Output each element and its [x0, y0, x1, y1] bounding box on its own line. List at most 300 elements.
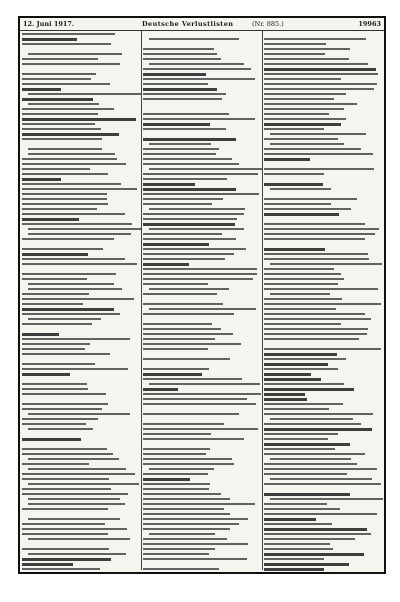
illegible-text-line	[264, 123, 341, 126]
illegible-text-line	[28, 518, 120, 520]
illegible-text-line	[264, 338, 359, 340]
illegible-text-line	[143, 418, 153, 420]
illegible-text-line	[264, 268, 334, 270]
illegible-text-line	[22, 348, 85, 350]
illegible-text-line	[264, 413, 373, 415]
illegible-text-line	[264, 78, 341, 80]
illegible-text-line	[264, 253, 368, 255]
illegible-text-line	[143, 263, 189, 266]
illegible-text-line	[22, 478, 109, 480]
illegible-text-line	[22, 43, 111, 45]
illegible-text-line	[22, 448, 107, 450]
illegible-text-line	[264, 528, 367, 531]
illegible-text-line	[264, 513, 377, 515]
illegible-text-line	[22, 113, 98, 115]
column-divider	[141, 31, 142, 570]
illegible-text-line	[149, 63, 244, 65]
illegible-text-line	[28, 503, 125, 505]
illegible-text-line	[264, 173, 324, 175]
illegible-text-line	[264, 383, 344, 385]
illegible-text-line	[143, 108, 153, 110]
illegible-text-line	[143, 93, 226, 95]
illegible-text-line	[264, 98, 334, 100]
illegible-text-line	[264, 548, 333, 550]
illegible-text-line	[264, 43, 326, 45]
illegible-text-line	[28, 153, 115, 155]
illegible-text-line	[28, 53, 122, 55]
illegible-text-line	[143, 153, 216, 155]
illegible-text-line	[270, 133, 366, 135]
illegible-text-line	[22, 488, 111, 490]
illegible-text-line	[264, 238, 365, 240]
illegible-text-line	[22, 183, 121, 185]
illegible-text-line	[22, 303, 83, 305]
illegible-text-line	[143, 453, 206, 455]
illegible-text-line	[143, 238, 236, 240]
illegible-text-line	[264, 433, 338, 435]
illegible-text-line	[264, 553, 364, 556]
illegible-text-line	[264, 503, 327, 505]
illegible-text-line	[143, 73, 206, 76]
illegible-text-line	[22, 333, 59, 336]
illegible-text-line	[143, 388, 178, 391]
illegible-text-line	[22, 438, 81, 441]
illegible-text-line	[264, 103, 357, 105]
illegible-text-line	[28, 283, 114, 285]
illegible-text-line	[22, 323, 92, 325]
illegible-text-line	[143, 133, 153, 135]
illegible-text-line	[264, 73, 378, 75]
header-title: Deutsche Verlustlisten	[142, 20, 234, 28]
illegible-text-line	[264, 138, 338, 140]
illegible-text-line	[143, 278, 253, 280]
illegible-text-line	[143, 188, 236, 191]
illegible-text-line	[143, 298, 153, 300]
illegible-text-line	[264, 358, 346, 360]
illegible-text-line	[264, 443, 350, 446]
header-date: 12. Juni 1917.	[23, 20, 75, 28]
text-column-2	[143, 31, 262, 572]
illegible-text-line	[143, 548, 215, 550]
illegible-text-line	[143, 118, 255, 120]
illegible-text-line	[264, 438, 328, 440]
illegible-text-line	[264, 323, 341, 325]
illegible-text-line	[22, 343, 90, 345]
illegible-text-line	[264, 448, 335, 450]
illegible-text-line	[28, 318, 101, 320]
illegible-text-line	[22, 68, 32, 70]
illegible-text-line	[264, 208, 351, 210]
illegible-text-line	[143, 353, 153, 355]
illegible-text-line	[28, 553, 126, 555]
illegible-text-line	[22, 393, 106, 395]
illegible-text-line	[22, 353, 110, 355]
illegible-text-line	[264, 393, 305, 396]
illegible-text-line	[143, 373, 202, 376]
illegible-text-line	[149, 288, 229, 290]
illegible-text-line	[22, 33, 115, 35]
illegible-text-line	[22, 383, 87, 385]
illegible-text-line	[143, 198, 223, 200]
illegible-text-line	[149, 383, 260, 385]
illegible-text-line	[143, 503, 255, 505]
illegible-text-line	[28, 93, 141, 95]
illegible-text-line	[22, 378, 32, 380]
illegible-text-line	[264, 153, 373, 155]
illegible-text-line	[22, 493, 128, 495]
illegible-text-line	[149, 143, 211, 145]
illegible-text-line	[264, 198, 357, 200]
illegible-text-line	[264, 83, 377, 85]
illegible-text-line	[264, 488, 274, 490]
illegible-text-line	[28, 498, 120, 500]
illegible-text-line	[143, 113, 229, 115]
illegible-text-line	[143, 543, 248, 545]
illegible-text-line	[264, 298, 342, 300]
illegible-text-line	[264, 258, 369, 260]
illegible-text-line	[264, 48, 350, 50]
illegible-text-line	[264, 493, 350, 496]
illegible-text-line	[149, 228, 244, 230]
illegible-text-line	[143, 58, 221, 60]
illegible-text-line	[264, 303, 381, 305]
illegible-text-line	[264, 168, 374, 170]
illegible-text-line	[143, 218, 237, 220]
illegible-text-line	[22, 433, 32, 435]
illegible-text-line	[143, 48, 214, 50]
text-columns	[20, 31, 384, 572]
illegible-text-line	[22, 328, 32, 330]
illegible-text-line	[264, 228, 379, 230]
illegible-text-line	[22, 223, 132, 225]
illegible-text-line	[264, 148, 361, 150]
illegible-text-line	[143, 508, 224, 510]
illegible-text-line	[143, 433, 211, 435]
illegible-text-line	[143, 478, 190, 481]
illegible-text-line	[143, 163, 239, 165]
illegible-text-line	[264, 223, 365, 225]
illegible-text-line	[143, 253, 234, 255]
illegible-text-line	[22, 373, 70, 376]
illegible-text-line	[143, 563, 153, 565]
illegible-text-line	[143, 273, 257, 275]
illegible-text-line	[143, 213, 244, 215]
illegible-text-line	[149, 533, 215, 535]
illegible-text-line	[22, 453, 113, 455]
illegible-text-line	[143, 283, 208, 285]
illegible-text-line	[143, 448, 210, 450]
illegible-text-line	[149, 308, 256, 310]
illegible-text-line	[22, 88, 61, 91]
column-divider	[262, 31, 263, 570]
illegible-text-line	[22, 63, 120, 65]
illegible-text-line	[143, 258, 225, 260]
illegible-text-line	[22, 158, 117, 160]
illegible-text-line	[143, 528, 230, 530]
illegible-text-line	[264, 118, 346, 120]
illegible-text-line	[143, 343, 241, 345]
illegible-text-line	[270, 418, 353, 420]
illegible-text-line	[264, 93, 346, 95]
illegible-text-line	[22, 568, 100, 570]
illegible-text-line	[264, 128, 324, 130]
illegible-text-line	[22, 238, 114, 240]
illegible-text-line	[143, 523, 239, 525]
illegible-text-line	[22, 208, 97, 210]
illegible-text-line	[143, 493, 221, 495]
illegible-text-line	[143, 303, 223, 305]
illegible-text-line	[22, 48, 32, 50]
illegible-text-line	[22, 268, 32, 270]
illegible-text-line	[22, 298, 134, 300]
illegible-text-line	[264, 68, 376, 71]
illegible-text-line	[264, 333, 367, 335]
illegible-text-line	[143, 498, 230, 500]
illegible-text-line	[264, 428, 372, 431]
illegible-text-line	[22, 58, 98, 60]
illegible-text-line	[28, 288, 122, 290]
illegible-text-line	[264, 353, 337, 356]
illegible-text-line	[143, 103, 153, 105]
illegible-text-line	[22, 73, 96, 75]
illegible-text-line	[264, 328, 368, 330]
illegible-text-line	[264, 403, 343, 405]
illegible-text-line	[22, 338, 130, 340]
illegible-text-line	[143, 43, 153, 45]
illegible-text-line	[22, 193, 107, 195]
illegible-text-line	[22, 163, 126, 165]
illegible-text-line	[28, 413, 130, 415]
illegible-text-line	[143, 413, 239, 415]
illegible-text-line	[143, 138, 236, 141]
illegible-text-line	[264, 193, 274, 195]
illegible-text-line	[264, 243, 274, 245]
illegible-text-line	[264, 483, 381, 485]
illegible-text-line	[264, 283, 338, 285]
illegible-text-line	[22, 368, 128, 370]
illegible-text-line	[143, 268, 257, 270]
illegible-text-line	[22, 188, 137, 190]
illegible-text-line	[22, 213, 125, 215]
illegible-text-line	[264, 363, 328, 366]
illegible-text-line	[22, 388, 88, 390]
illegible-text-line	[264, 408, 329, 410]
illegible-text-line	[22, 418, 98, 420]
illegible-text-line	[143, 488, 209, 490]
illegible-text-line	[270, 143, 344, 145]
illegible-text-line	[143, 88, 217, 91]
illegible-text-line	[264, 373, 311, 376]
illegible-text-line	[143, 123, 210, 126]
illegible-text-line	[143, 128, 226, 130]
illegible-text-line	[143, 348, 208, 350]
illegible-text-line	[22, 138, 102, 140]
illegible-text-line	[264, 213, 339, 216]
illegible-text-line	[143, 568, 219, 570]
illegible-text-line	[22, 423, 86, 425]
illegible-text-line	[143, 323, 212, 325]
illegible-text-line	[264, 273, 341, 275]
illegible-text-line	[22, 293, 89, 295]
illegible-text-line	[264, 533, 371, 535]
illegible-text-line	[143, 458, 232, 460]
illegible-text-line	[22, 108, 114, 110]
illegible-text-line	[28, 468, 126, 470]
illegible-text-line	[264, 183, 323, 186]
illegible-text-line	[22, 543, 32, 545]
illegible-text-line	[264, 38, 366, 40]
illegible-text-line	[143, 333, 233, 335]
illegible-text-line	[22, 243, 32, 245]
illegible-text-line	[264, 108, 344, 110]
text-column-1	[22, 31, 141, 572]
illegible-text-line	[143, 398, 247, 400]
illegible-text-line	[143, 463, 234, 465]
illegible-text-line	[264, 568, 324, 571]
newspaper-page	[18, 16, 386, 574]
illegible-text-line	[143, 393, 261, 395]
illegible-text-line	[264, 368, 338, 370]
illegible-text-line	[143, 243, 209, 246]
illegible-text-line	[270, 478, 372, 480]
illegible-text-line	[264, 218, 274, 220]
illegible-text-line	[143, 98, 222, 100]
illegible-text-line	[264, 463, 357, 465]
illegible-text-line	[22, 273, 116, 275]
illegible-text-line	[22, 253, 88, 256]
illegible-text-line	[22, 123, 95, 125]
illegible-text-line	[264, 473, 347, 475]
illegible-text-line	[143, 403, 256, 405]
illegible-text-line	[149, 208, 245, 210]
illegible-text-line	[22, 363, 95, 365]
illegible-text-line	[22, 168, 90, 170]
illegible-text-line	[143, 338, 215, 340]
illegible-text-line	[264, 508, 340, 510]
illegible-text-line	[264, 313, 365, 315]
header-page-number: 19963	[358, 20, 381, 28]
illegible-text-line	[264, 558, 324, 560]
illegible-text-line	[143, 408, 153, 410]
illegible-text-line	[22, 398, 32, 400]
illegible-text-line	[264, 343, 274, 345]
illegible-text-line	[28, 428, 93, 430]
illegible-text-line	[143, 78, 255, 80]
illegible-text-line	[22, 513, 32, 515]
illegible-text-line	[22, 198, 107, 200]
illegible-text-line	[22, 408, 102, 410]
header-issue-number: (Nr. 885.)	[252, 20, 284, 28]
illegible-text-line	[143, 518, 248, 520]
illegible-text-line	[264, 468, 377, 470]
illegible-text-line	[149, 168, 262, 170]
illegible-text-line	[143, 483, 210, 485]
illegible-text-line	[270, 188, 331, 190]
illegible-text-line	[143, 313, 234, 315]
illegible-text-line	[143, 173, 258, 175]
illegible-text-line	[264, 113, 329, 115]
illegible-text-line	[264, 278, 344, 280]
illegible-text-line	[143, 68, 251, 70]
illegible-text-line	[28, 538, 130, 540]
illegible-text-line	[28, 483, 139, 485]
illegible-text-line	[143, 443, 153, 445]
illegible-text-line	[264, 378, 321, 381]
illegible-text-line	[143, 328, 221, 330]
illegible-text-line	[22, 563, 73, 566]
illegible-text-line	[143, 378, 242, 380]
illegible-text-line	[264, 163, 274, 165]
illegible-text-line	[143, 178, 227, 180]
illegible-text-line	[22, 533, 108, 535]
illegible-text-line	[264, 563, 349, 566]
illegible-text-line	[22, 248, 103, 250]
illegible-text-line	[264, 543, 330, 545]
illegible-text-line	[264, 288, 378, 290]
illegible-text-line	[22, 473, 135, 475]
illegible-text-line	[22, 313, 120, 315]
illegible-text-line	[143, 183, 195, 186]
illegible-text-line	[264, 248, 325, 251]
illegible-text-line	[270, 263, 382, 265]
illegible-text-line	[22, 78, 91, 80]
illegible-text-line	[143, 203, 212, 205]
illegible-text-line	[143, 428, 258, 430]
illegible-text-line	[143, 158, 232, 160]
illegible-text-line	[264, 308, 336, 310]
illegible-text-line	[143, 233, 222, 235]
illegible-text-line	[270, 498, 383, 500]
illegible-text-line	[143, 423, 224, 425]
illegible-text-line	[22, 143, 32, 145]
illegible-text-line	[22, 178, 61, 181]
illegible-text-line	[28, 458, 119, 460]
illegible-text-line	[264, 63, 368, 65]
illegible-text-line	[22, 443, 32, 445]
illegible-text-line	[28, 233, 131, 235]
illegible-text-line	[143, 553, 209, 555]
illegible-text-line	[28, 103, 99, 105]
illegible-text-line	[143, 53, 217, 55]
illegible-text-line	[143, 33, 153, 35]
illegible-text-line	[143, 513, 230, 515]
illegible-text-line	[143, 248, 246, 250]
illegible-text-line	[22, 463, 89, 465]
illegible-text-line	[264, 318, 371, 320]
illegible-text-line	[143, 83, 208, 85]
illegible-text-line	[22, 263, 137, 265]
illegible-text-line	[143, 293, 217, 295]
illegible-text-line	[22, 278, 87, 280]
illegible-text-line	[264, 58, 349, 60]
illegible-text-line	[264, 53, 325, 55]
illegible-text-line	[143, 318, 153, 320]
illegible-text-line	[143, 223, 235, 226]
illegible-text-line	[264, 158, 310, 161]
illegible-text-line	[22, 173, 108, 175]
illegible-text-line	[22, 308, 114, 311]
illegible-text-line	[143, 368, 209, 370]
illegible-text-line	[143, 358, 230, 360]
illegible-text-line	[22, 548, 109, 550]
illegible-text-line	[264, 423, 361, 425]
illegible-text-line	[22, 128, 101, 130]
illegible-text-line	[143, 473, 208, 475]
illegible-text-line	[270, 458, 351, 460]
illegible-text-line	[22, 203, 108, 205]
illegible-text-line	[264, 518, 316, 521]
illegible-text-line	[22, 258, 125, 260]
